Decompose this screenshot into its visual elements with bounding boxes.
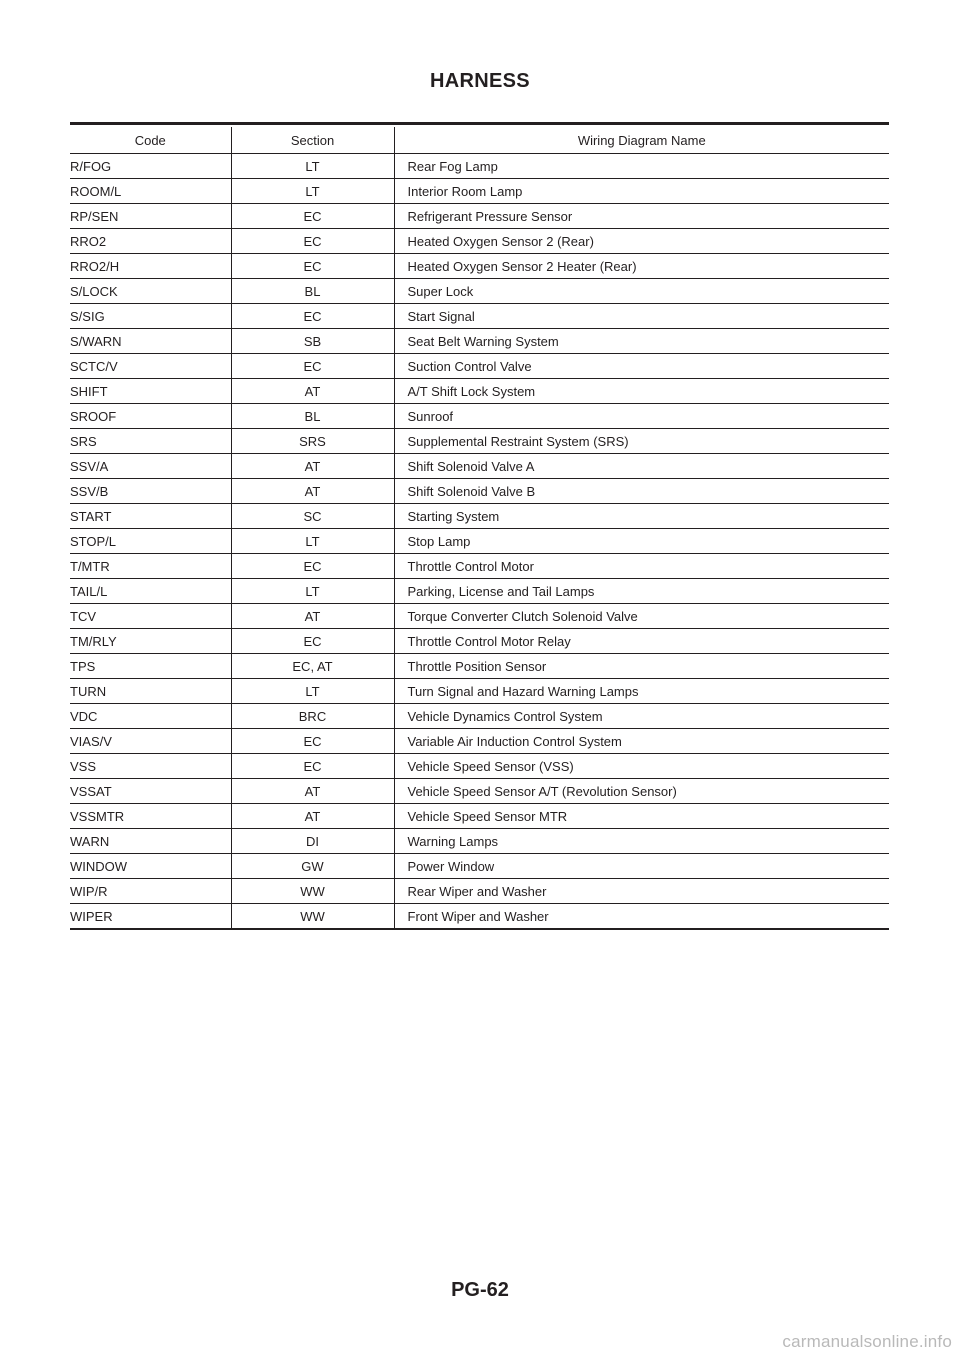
wiring-diagram-name-cell: Turn Signal and Hazard Warning Lamps <box>394 679 889 704</box>
table-header-row <box>70 127 889 154</box>
table-row <box>70 429 889 454</box>
table-row <box>70 629 889 654</box>
section-cell: BL <box>231 404 394 429</box>
wiring-diagram-name-cell: Front Wiper and Washer <box>394 904 889 930</box>
table-row <box>70 329 889 354</box>
table-row <box>70 854 889 879</box>
code-cell: RRO2 <box>70 229 231 254</box>
wiring-diagram-name-cell: Start Signal <box>394 304 889 329</box>
section-cell: AT <box>231 804 394 829</box>
wiring-diagram-name-cell: Vehicle Speed Sensor (VSS) <box>394 754 889 779</box>
section-cell: LT <box>231 154 394 179</box>
wiring-diagram-name-cell: Rear Fog Lamp <box>394 154 889 179</box>
section-cell: LT <box>231 579 394 604</box>
code-cell: SRS <box>70 429 231 454</box>
code-cell: S/WARN <box>70 329 231 354</box>
wiring-diagram-name-cell: Heated Oxygen Sensor 2 Heater (Rear) <box>394 254 889 279</box>
wiring-diagram-name-cell: Vehicle Speed Sensor A/T (Revolution Sensor) <box>394 779 889 804</box>
code-cell: VIAS/V <box>70 729 231 754</box>
wiring-diagram-name-cell: Throttle Position Sensor <box>394 654 889 679</box>
column-header-wiring-diagram-name: Wiring Diagram Name <box>394 127 889 154</box>
table-row <box>70 829 889 854</box>
table-row <box>70 379 889 404</box>
table-row <box>70 904 889 930</box>
wiring-diagram-name-cell: Torque Converter Clutch Solenoid Valve <box>394 604 889 629</box>
table-row <box>70 479 889 504</box>
column-header-section: Section <box>231 127 394 154</box>
code-cell: WIPER <box>70 904 231 930</box>
table-row <box>70 729 889 754</box>
code-cell: SSV/A <box>70 454 231 479</box>
code-cell: S/LOCK <box>70 279 231 304</box>
page-title: HARNESS <box>430 70 530 92</box>
code-cell: SSV/B <box>70 479 231 504</box>
section-cell: EC <box>231 554 394 579</box>
table-row <box>70 279 889 304</box>
section-cell: LT <box>231 529 394 554</box>
section-cell: LT <box>231 179 394 204</box>
wiring-diagram-name-cell: Shift Solenoid Valve B <box>394 479 889 504</box>
code-cell: RRO2/H <box>70 254 231 279</box>
wiring-diagram-name-cell: Starting System <box>394 504 889 529</box>
section-cell: EC <box>231 204 394 229</box>
wiring-diagram-name-cell: Vehicle Speed Sensor MTR <box>394 804 889 829</box>
code-cell: TCV <box>70 604 231 629</box>
table-row <box>70 779 889 804</box>
table-row <box>70 754 889 779</box>
code-cell: WARN <box>70 829 231 854</box>
table-row <box>70 879 889 904</box>
table-row <box>70 504 889 529</box>
harness-code-table <box>70 127 889 930</box>
code-cell: WINDOW <box>70 854 231 879</box>
wiring-diagram-name-cell: Supplemental Restraint System (SRS) <box>394 429 889 454</box>
table-row <box>70 804 889 829</box>
section-cell: EC <box>231 354 394 379</box>
code-cell: TM/RLY <box>70 629 231 654</box>
section-cell: AT <box>231 479 394 504</box>
code-cell: ROOM/L <box>70 179 231 204</box>
wiring-diagram-name-cell: Shift Solenoid Valve A <box>394 454 889 479</box>
wiring-diagram-name-cell: Super Lock <box>394 279 889 304</box>
code-cell: VSSAT <box>70 779 231 804</box>
table-row <box>70 304 889 329</box>
code-cell: RP/SEN <box>70 204 231 229</box>
harness-table-container <box>70 122 889 930</box>
section-cell: EC <box>231 254 394 279</box>
code-cell: VSS <box>70 754 231 779</box>
code-cell: T/MTR <box>70 554 231 579</box>
table-row <box>70 579 889 604</box>
code-cell: STOP/L <box>70 529 231 554</box>
wiring-diagram-name-cell: Stop Lamp <box>394 529 889 554</box>
table-body <box>70 154 889 930</box>
code-cell: TURN <box>70 679 231 704</box>
code-cell: VSSMTR <box>70 804 231 829</box>
section-cell: EC <box>231 729 394 754</box>
wiring-diagram-name-cell: Sunroof <box>394 404 889 429</box>
section-cell: AT <box>231 779 394 804</box>
section-cell: LT <box>231 679 394 704</box>
table-row <box>70 354 889 379</box>
table-top-rule <box>70 122 889 125</box>
wiring-diagram-name-cell: Rear Wiper and Washer <box>394 879 889 904</box>
wiring-diagram-name-cell: Variable Air Induction Control System <box>394 729 889 754</box>
table-row <box>70 704 889 729</box>
section-cell: SRS <box>231 429 394 454</box>
section-cell: WW <box>231 904 394 930</box>
section-cell: EC, AT <box>231 654 394 679</box>
table-row <box>70 529 889 554</box>
table-row <box>70 604 889 629</box>
table-header <box>70 127 889 154</box>
table-row <box>70 554 889 579</box>
wiring-diagram-name-cell: Seat Belt Warning System <box>394 329 889 354</box>
column-header-code: Code <box>70 127 231 154</box>
table-row <box>70 179 889 204</box>
wiring-diagram-name-cell: Vehicle Dynamics Control System <box>394 704 889 729</box>
wiring-diagram-name-cell: Interior Room Lamp <box>394 179 889 204</box>
wiring-diagram-name-cell: Warning Lamps <box>394 829 889 854</box>
section-cell: SB <box>231 329 394 354</box>
section-cell: BL <box>231 279 394 304</box>
code-cell: VDC <box>70 704 231 729</box>
section-cell: AT <box>231 604 394 629</box>
table-row <box>70 679 889 704</box>
table-row <box>70 254 889 279</box>
table-row <box>70 154 889 179</box>
code-cell: SCTC/V <box>70 354 231 379</box>
code-cell: SROOF <box>70 404 231 429</box>
code-cell: S/SIG <box>70 304 231 329</box>
wiring-diagram-name-cell: Throttle Control Motor Relay <box>394 629 889 654</box>
wiring-diagram-name-cell: Refrigerant Pressure Sensor <box>394 204 889 229</box>
table-row <box>70 654 889 679</box>
section-cell: AT <box>231 379 394 404</box>
code-cell: WIP/R <box>70 879 231 904</box>
section-cell: GW <box>231 854 394 879</box>
section-cell: WW <box>231 879 394 904</box>
table-row <box>70 404 889 429</box>
page-number: PG-62 <box>451 1279 509 1301</box>
section-cell: AT <box>231 454 394 479</box>
table-row <box>70 204 889 229</box>
section-cell: EC <box>231 304 394 329</box>
code-cell: SHIFT <box>70 379 231 404</box>
code-cell: TAIL/L <box>70 579 231 604</box>
watermark: carmanualsonline.info <box>782 1332 952 1351</box>
section-cell: DI <box>231 829 394 854</box>
section-cell: EC <box>231 229 394 254</box>
wiring-diagram-name-cell: Suction Control Valve <box>394 354 889 379</box>
table-row <box>70 454 889 479</box>
section-cell: BRC <box>231 704 394 729</box>
wiring-diagram-name-cell: A/T Shift Lock System <box>394 379 889 404</box>
code-cell: R/FOG <box>70 154 231 179</box>
section-cell: EC <box>231 629 394 654</box>
wiring-diagram-name-cell: Power Window <box>394 854 889 879</box>
section-cell: SC <box>231 504 394 529</box>
wiring-diagram-name-cell: Heated Oxygen Sensor 2 (Rear) <box>394 229 889 254</box>
wiring-diagram-name-cell: Throttle Control Motor <box>394 554 889 579</box>
table-row <box>70 229 889 254</box>
wiring-diagram-name-cell: Parking, License and Tail Lamps <box>394 579 889 604</box>
code-cell: START <box>70 504 231 529</box>
section-cell: EC <box>231 754 394 779</box>
code-cell: TPS <box>70 654 231 679</box>
